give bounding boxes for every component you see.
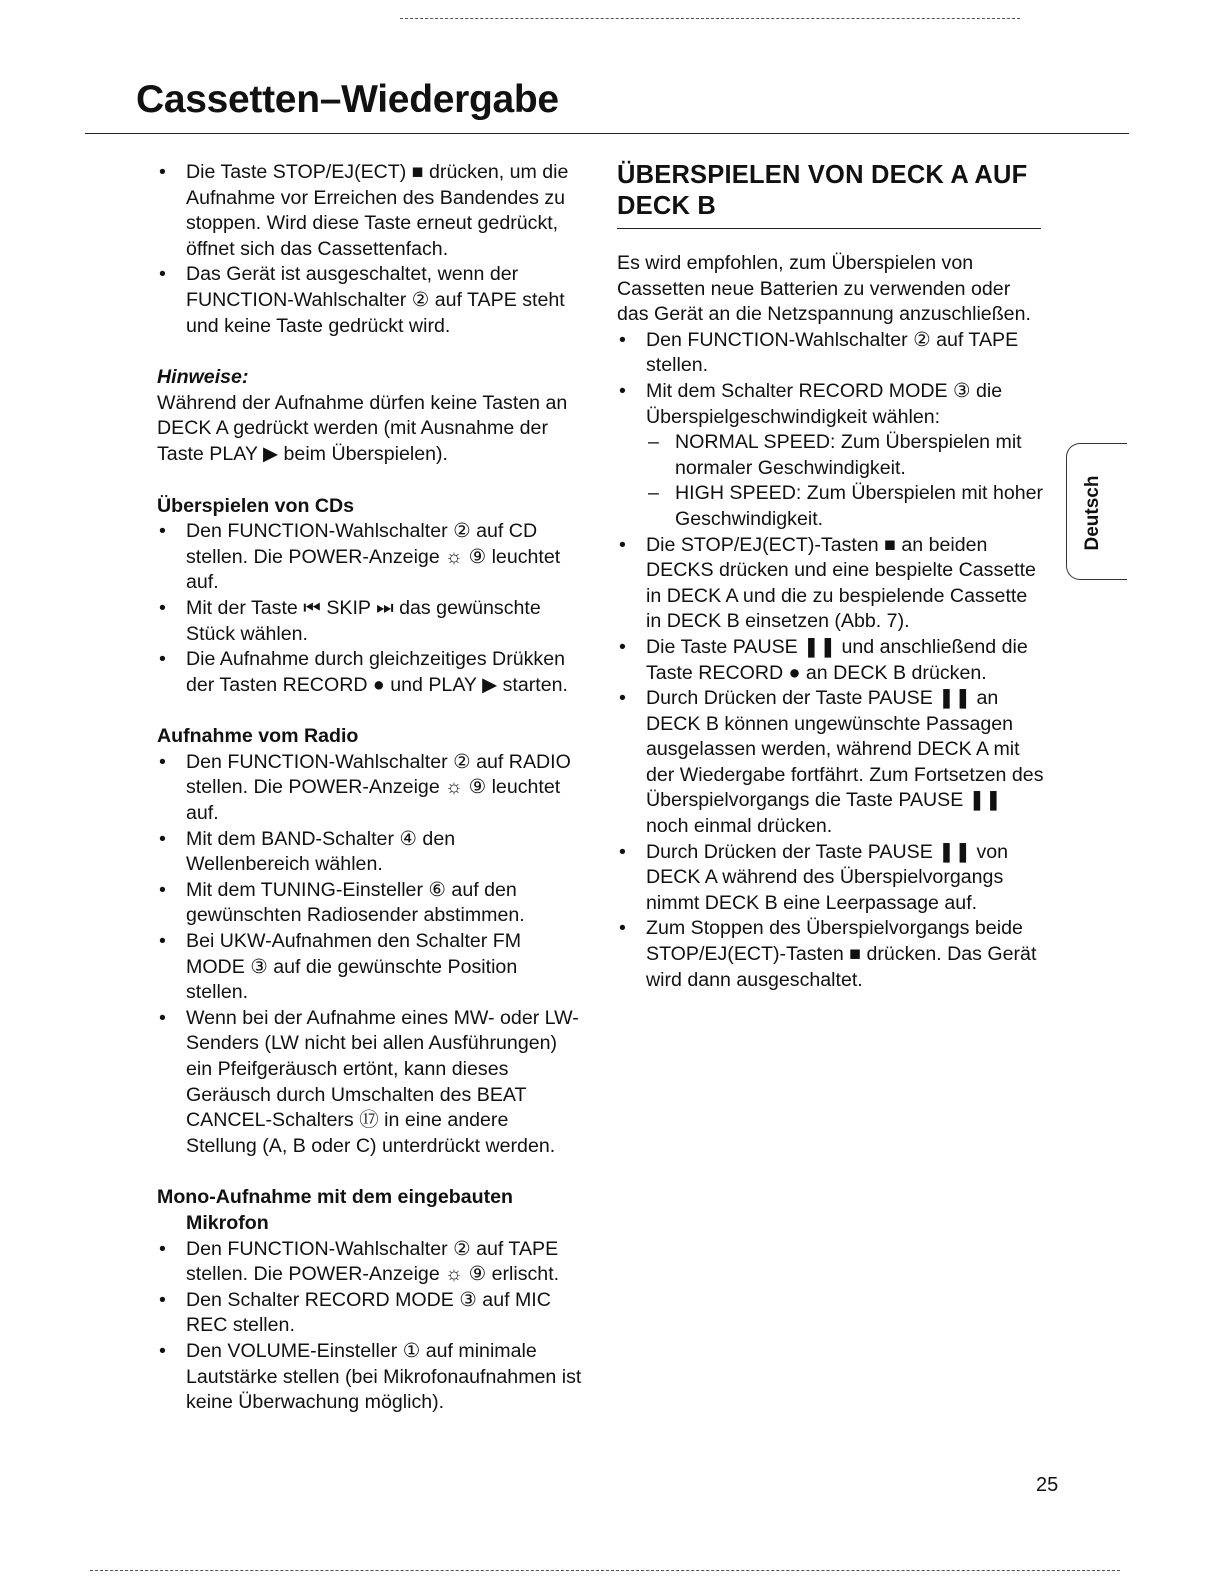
cd-list [157, 519, 582, 698]
cd-heading: Überspielen von CDs [157, 494, 355, 517]
scan-artifact-bottom [90, 1570, 1120, 1571]
list-item [617, 379, 1044, 533]
page-number: 25 [1036, 1474, 1059, 1496]
list-item: • Die STOP/EJ(ECT)-Tasten ■ an beiden DECKS drücken und eine bespielte Cassette in DECK A und die zu bespielende Cassette in DECK B einsetzen (Abb. 7). [617, 533, 1044, 635]
section-intro: Es wird empfohlen, zum Überspielen von Cassetten neue Batterien zu verwenden oder das Gerät an die Netzspannung anzuschließen. [617, 252, 1031, 326]
list-item: • Den FUNCTION-Wahlschalter ② auf RADIO stellen. Die POWER-Anzeige ☼ ⑨ leuchtet auf. [157, 750, 582, 827]
list-item: • Mit der Taste ⏮ SKIP ⏭ das gewünschte Stück wählen. [157, 596, 582, 647]
page-title: Cassetten–Wiedergabe [136, 78, 559, 121]
list-item: • Den VOLUME-Einsteller ① auf minimale Lautstärke stellen (bei Mikrofonaufnahmen ist keine Überwachung möglich). [157, 1339, 582, 1416]
sub-list-item: – NORMAL SPEED: Zum Überspielen mit normaler Geschwindigkeit. [646, 430, 1044, 481]
list-item: • Durch Drücken der Taste PAUSE ❚❚ von DECK A während des Überspielvorgangs nimmt DECK B eine Leerpassage auf. [617, 840, 1044, 917]
language-tab-label: Deutsch [1082, 475, 1103, 551]
list-item: • Mit dem BAND-Schalter ④ den Wellenbereich wählen. [157, 827, 582, 878]
scan-artifact-top [400, 18, 1020, 19]
right-column [617, 160, 1044, 993]
list-item: • Den FUNCTION-Wahlschalter ② auf TAPE stellen. Die POWER-Anzeige ☼ ⑨ erlischt. [157, 1237, 582, 1288]
left-column [157, 160, 582, 1416]
sub-list-item: – HIGH SPEED: Zum Überspielen mit hoher Geschwindigkeit. [646, 481, 1044, 532]
list-item: • Die Taste STOP/EJ(ECT) ■ drücken, um die Aufnahme vor Erreichen des Bandendes zu stoppen. Wird diese Taste erneut gedrückt, öffnet sich das Cassettenfach. [157, 160, 582, 262]
list-item: • Durch Drücken der Taste PAUSE ❚❚ an DECK B können ungewünschte Passagen ausgelassen werden, während DECK A mit der Wiedergabe fortfährt. Zum Fortsetzen des Überspielvorgangs die Taste PAUSE ❚❚ noch einmal drücken. [617, 686, 1044, 840]
radio-heading: Aufnahme vom Radio [157, 725, 359, 748]
mic-list [157, 1237, 582, 1416]
list-item: • Den FUNCTION-Wahlschalter ② auf CD stellen. Die POWER-Anzeige ☼ ⑨ leuchtet auf. [157, 519, 582, 596]
speed-sublist [646, 430, 1044, 532]
list-item: • Mit dem TUNING-Einsteller ⑥ auf den gewünschten Radiosender abstimmen. [157, 878, 582, 929]
notes-heading: Hinweise: [157, 366, 249, 389]
list-item: • Die Aufnahme durch gleichzeitiges Drükken der Tasten RECORD ● und PLAY ▶ starten. [157, 647, 582, 698]
list-item: • Bei UKW-Aufnahmen den Schalter FM MODE ③ auf die gewünschte Position stellen. [157, 929, 582, 1006]
intro-list [157, 160, 582, 339]
list-item: • Das Gerät ist ausgeschaltet, wenn der FUNCTION-Wahlschalter ② auf TAPE steht und keine Taste gedrückt wird. [157, 262, 582, 339]
radio-list [157, 750, 582, 1160]
dubbing-list [617, 328, 1044, 993]
list-item: • Wenn bei der Aufnahme eines MW- oder LW-Senders (LW nicht bei allen Ausführungen) ein Pfeifgeräusch ertönt, kann dieses Geräusch durch Umschalten des BEAT CANCEL-Schalters ⑰ in eine andere Stellung (A, B oder C) unterdrückt werden. [157, 1006, 582, 1160]
list-item: • Die Taste PAUSE ❚❚ und anschließend die Taste RECORD ● an DECK B drücken. [617, 635, 1044, 686]
notes-text: Während der Aufnahme dürfen keine Tasten an DECK A gedrückt werden (mit Ausnahme der Taste PLAY ▶ beim Überspielen). [157, 391, 568, 465]
list-item: • Den FUNCTION-Wahlschalter ② auf TAPE stellen. [617, 328, 1044, 379]
list-item: • Zum Stoppen des Überspielvorgangs beide STOP/EJ(ECT)-Tasten ■ drücken. Das Gerät wird dann ausgeschaltet. [617, 916, 1044, 993]
list-item: • Den Schalter RECORD MODE ③ auf MIC REC stellen. [157, 1288, 582, 1339]
section-heading: ÜBERSPIELEN VON DECK A AUF DECK B [617, 160, 1041, 229]
mic-heading: Mono-Aufnahme mit dem eingebauten Mikrofon [157, 1186, 513, 1234]
title-rule [85, 133, 1129, 134]
list-item-text: Mit dem Schalter RECORD MODE ③ die Überspielgeschwindigkeit wählen: [646, 379, 1003, 428]
